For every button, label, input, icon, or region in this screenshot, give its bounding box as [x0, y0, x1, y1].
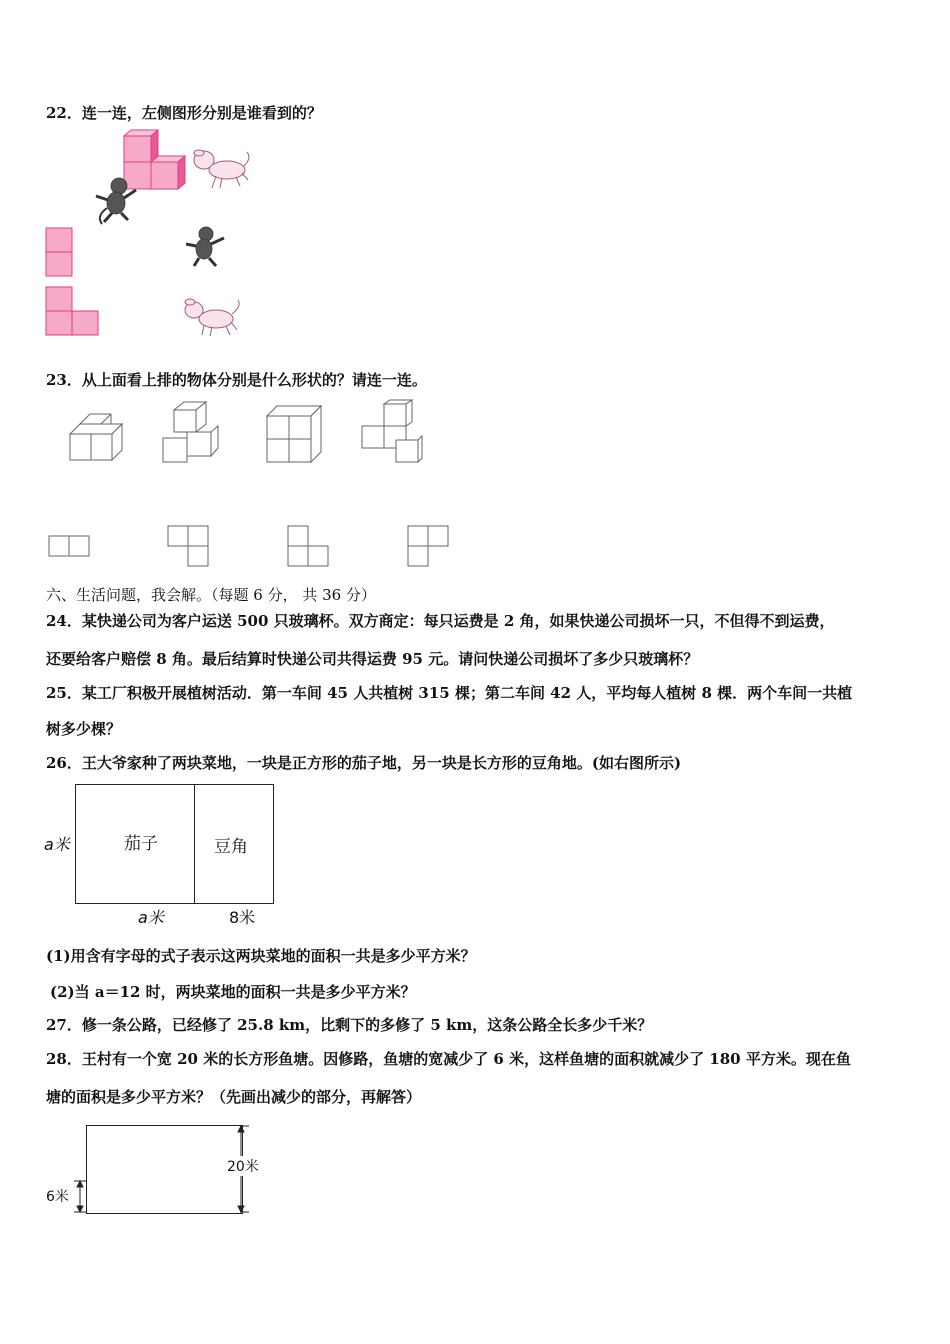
object-1 — [70, 414, 122, 460]
top-view-3 — [288, 526, 328, 566]
label-bottom-a: a米 — [138, 908, 164, 927]
q26-figure — [44, 782, 284, 927]
pink-cube-stack — [124, 130, 185, 189]
section-6-title: 六、生活问题，我会解。（每题 6 分， 共 36 分） — [46, 586, 376, 604]
label-bean: 豆角 — [214, 837, 248, 857]
q22-text: 22．连一连，左侧图形分别是谁看到的？ — [46, 104, 322, 122]
q26-sub2: (2)当 a＝12 时，两块菜地的面积一共是多少平方米？ — [50, 983, 416, 1001]
top-view-4 — [408, 526, 448, 566]
q28-line2: 塘的面积是多少平方米？（先画出减少的部分，再解答） — [46, 1088, 422, 1106]
q23-top-views — [46, 522, 466, 572]
dog-icon — [194, 150, 249, 188]
q25-line2: 树多少棵？ — [46, 720, 122, 738]
q24-line1: 24．某快递公司为客户运送 500 只玻璃杯。双方商定：每只运费是 2 角，如果快递公司损坏一只，不但得不到运费， — [46, 612, 835, 630]
dog-icon — [185, 299, 239, 336]
top-view-1 — [49, 536, 89, 556]
label-6m: 6米 — [46, 1189, 69, 1205]
q26-text: 26．王大爷家种了两块菜地，一块是正方形的茄子地，另一块是长方形的豆角地。(如右图所示) — [46, 754, 682, 772]
q24-line2: 还要给客户赔偿 8 角。最后结算时快递公司共得运费 95 元。请问快递公司损坏了多少只玻璃杯？ — [46, 650, 699, 668]
top-view-2 — [168, 526, 208, 566]
q23-3d-objects — [60, 400, 460, 480]
q28-figure — [44, 1120, 284, 1220]
monkey-icon — [186, 227, 224, 266]
object-3 — [267, 406, 321, 462]
q28-line1: 28．王村有一个宽 20 米的长方形鱼塘。因修路，鱼塘的宽减少了 6 米，这样鱼塘的面积就减少了 180 平方米。现在鱼 — [46, 1050, 851, 1068]
q27-text: 27．修一条公路，已经修了 25.8 km，比剩下的多修了 5 km，这条公路全长多少千米？ — [46, 1016, 653, 1034]
label-side-a: a米 — [44, 835, 70, 854]
object-2 — [163, 402, 218, 462]
label-20m: 20米 — [227, 1156, 259, 1176]
object-4 — [362, 400, 422, 462]
q25-line1: 25．某工厂积极开展植树活动．第一车间 45 人共植树 315 棵；第二车间 42 人，平均每人植树 8 棵．两个车间一共植 — [46, 684, 853, 702]
q22-options — [44, 224, 264, 344]
view-shape-l — [46, 287, 98, 335]
q23-text: 23．从上面看上排的物体分别是什么形状的？请连一连。 — [46, 371, 427, 389]
q26-sub1: (1)用含有字母的式子表示这两块菜地的面积一共是多少平方米？ — [46, 947, 476, 965]
label-bottom-8: 8米 — [229, 908, 256, 927]
label-eggplant: 茄子 — [124, 834, 158, 854]
view-shape-vertical — [46, 228, 72, 276]
